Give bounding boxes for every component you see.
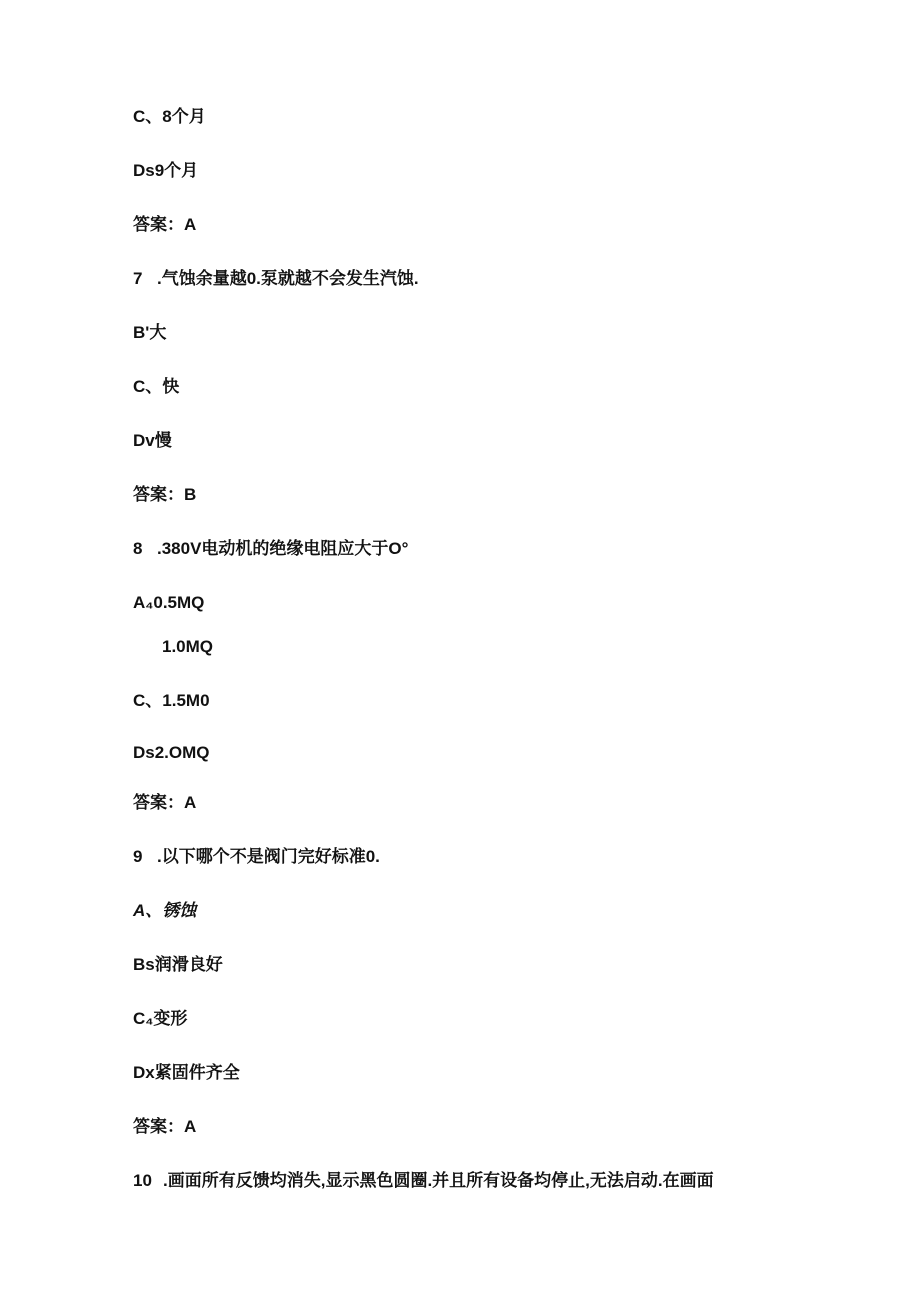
option-a: A₄0.5MQ [133,593,205,612]
question-7 [133,268,419,290]
question-number: 8 [133,539,143,558]
option-a: A、锈蚀 [133,901,197,920]
answer-line: 答案：B [133,485,197,504]
option-c: C、快 [133,377,180,396]
question-text: .画面所有反馈均消失,显示黑色圆圈.并且所有设备均停止,无法启动.在画面 [163,1171,714,1190]
question-text: .气蚀余量越0.泵就越不会发生汽蚀. [157,269,419,288]
option-d: Ds2.OMQ [133,743,210,762]
answer-line: 答案：A [133,1117,197,1136]
option-d: Dv慢 [133,431,172,450]
option-b: B'大 [133,323,167,342]
question-text: .380V电动机的绝缘电阻应大于O° [157,539,409,558]
option-d: Ds9个月 [133,161,199,180]
question-number: 7 [133,269,143,288]
question-text: .以下哪个不是阀门完好标准0. [157,847,380,866]
question-number: 10 [133,1171,152,1190]
option-b: Bs润滑良好 [133,955,223,974]
question-8 [133,538,408,560]
question-10 [133,1170,714,1192]
answer-line: 答案：A [133,793,197,812]
answer-line: 答案：A [133,215,197,234]
option-c: C、8个月 [133,107,206,126]
question-number: 9 [133,847,143,866]
option-c: C₄变形 [133,1009,188,1028]
question-9 [133,846,380,868]
option-d: Dx紧固件齐全 [133,1063,240,1082]
option-c: C、1.5M0 [133,691,210,710]
option-b: 1.0MQ [162,637,214,656]
